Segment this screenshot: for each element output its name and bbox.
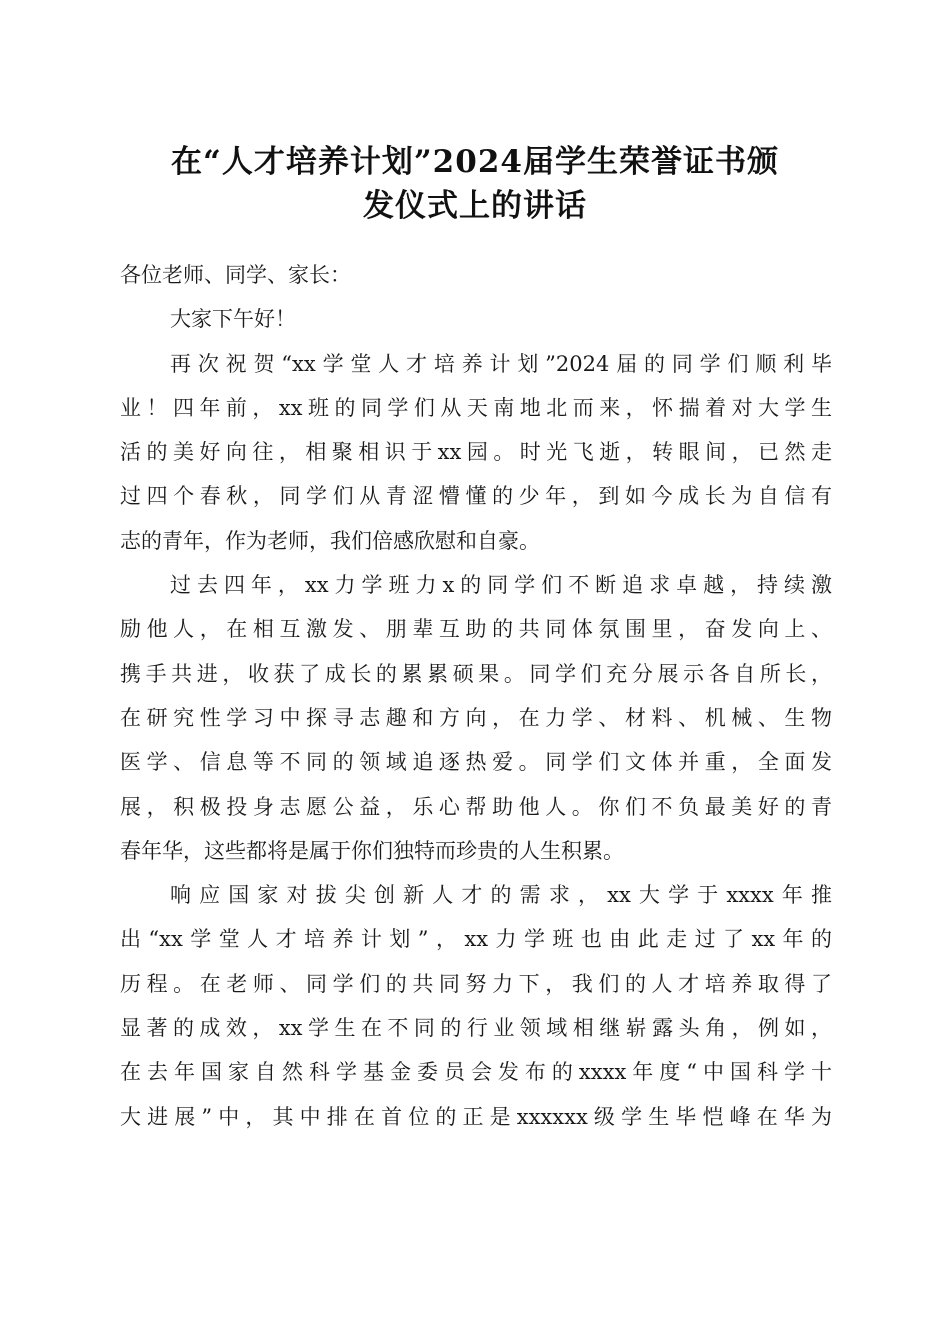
paragraph-line: 过去四年，xx力学班力x的同学们不断追求卓越，持续激 [170,573,832,598]
paragraph-line: 医学、信息等不同的领域追逐热爱。同学们文体并重，全面发 [120,750,832,775]
paragraph-line: 活的美好向往，相聚相识于xx园。时光飞逝，转眼间，已然走 [120,440,832,465]
paragraph-line: 出“xx学堂人才培养计划”，xx力学班也由此走过了xx年的 [120,927,832,952]
paragraph-line: 历程。在老师、同学们的共同努力下，我们的人才培养取得了 [120,971,832,996]
document-title-line-1: 在“人才培养计划”2024届学生荣誉证书颁 [171,144,779,180]
paragraph-line: 志的青年，作为老师，我们倍感欣慰和自豪。 [120,528,540,553]
paragraph-line: 春年华，这些都将是属于你们独特而珍贵的人生积累。 [120,838,624,863]
paragraph-line: 显著的成效，xx学生在不同的行业领域相继崭露头角，例如， [120,1016,832,1041]
document-body [120,253,832,1139]
paragraph-line: 携手共进，收获了成长的累累硕果。同学们充分展示各自所长， [120,661,832,686]
greeting: 大家下午好！ [170,307,296,332]
paragraph-1 [120,342,832,563]
paragraph-line: 响应国家对拔尖创新人才的需求，xx大学于xxxx年推 [170,883,832,908]
paragraph-line: 大进展”中，其中排在首位的正是xxxxxx级学生毕恺峰在华为 [120,1104,832,1129]
document-title-line-2: 发仪式上的讲话 [363,188,587,224]
paragraph-line: 励他人，在相互激发、朋辈互助的共同体氛围里，奋发向上、 [120,617,832,642]
paragraph-line: 展，积极投身志愿公益，乐心帮助他人。你们不负最美好的青 [120,794,832,819]
paragraph-line: 在去年国家自然科学基金委员会发布的xxxx年度“中国科学十 [120,1060,832,1085]
paragraph-line: 再次祝贺“xx学堂人才培养计划”2024届的同学们顺利毕 [170,351,832,376]
salutation: 各位老师、同学、家长： [120,263,351,287]
paragraph-3 [120,873,832,1139]
paragraph-2 [120,563,832,873]
paragraph-line: 过四个春秋，同学们从青涩懵懂的少年，到如今成长为自信有 [120,484,832,509]
paragraph-line: 在研究性学习中探寻志趣和方向，在力学、材料、机械、生物 [120,705,832,730]
paragraph-line: 业！四年前，xx班的同学们从天南地北而来，怀揣着对大学生 [120,395,832,420]
